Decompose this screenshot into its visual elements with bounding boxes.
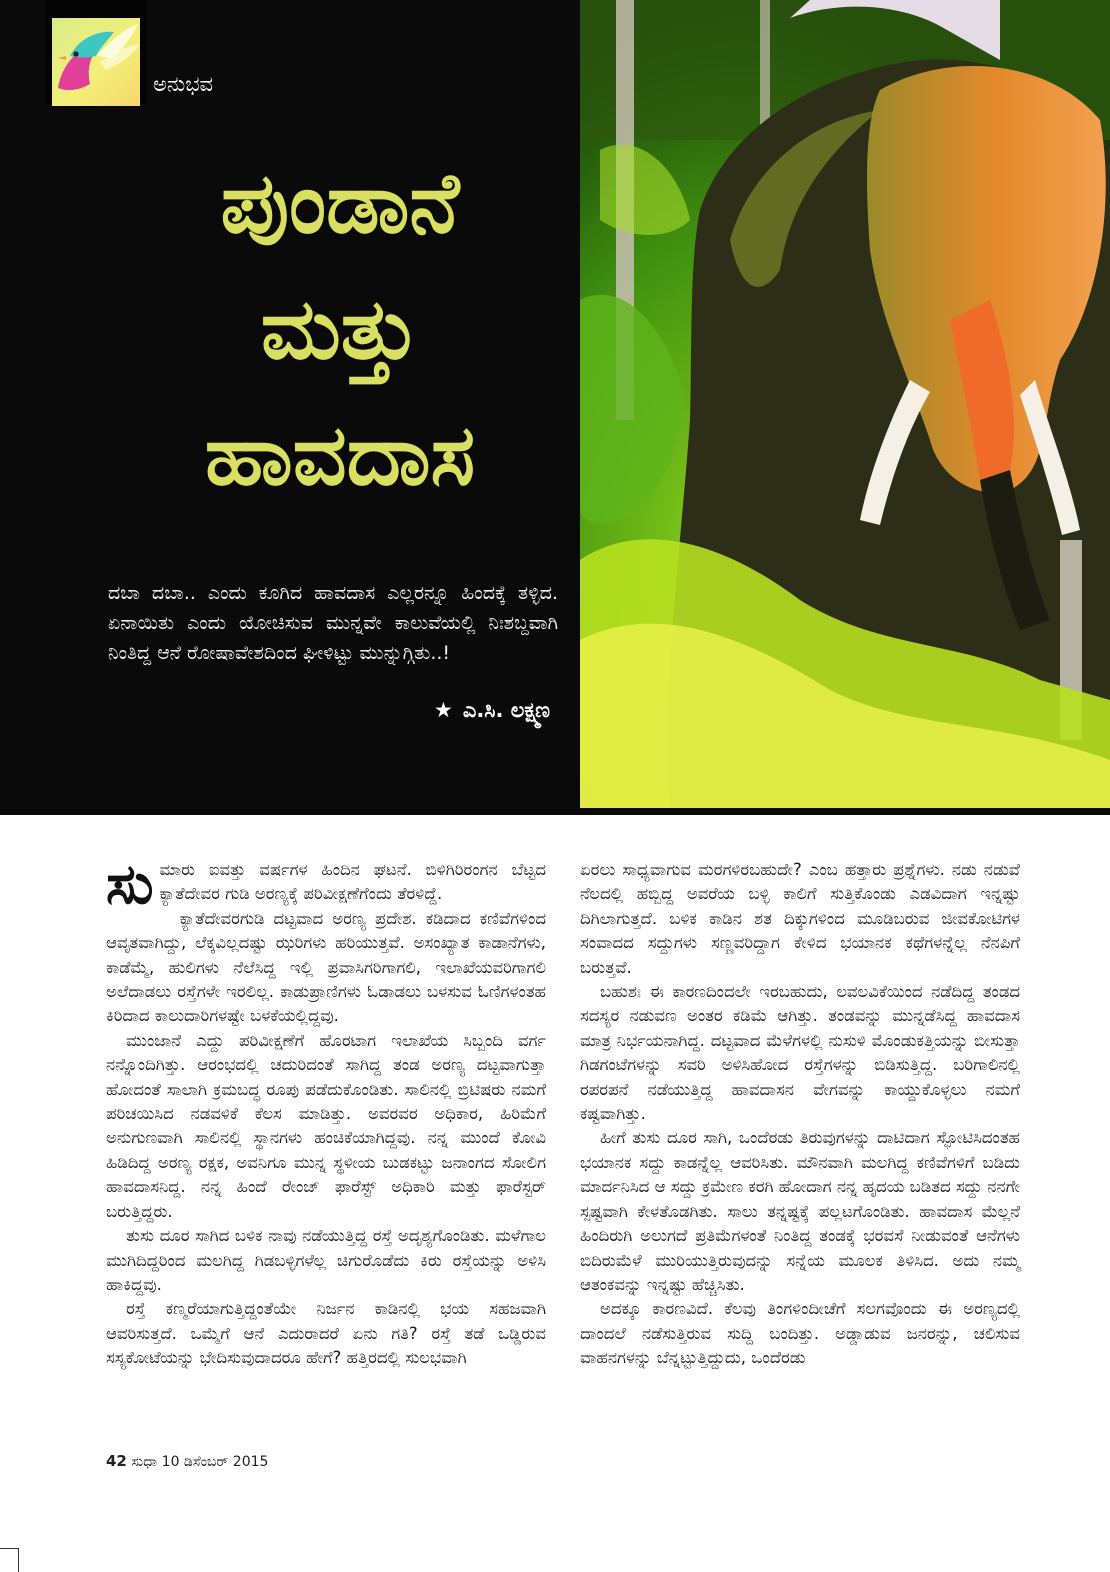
article-title — [70, 140, 610, 518]
page-number: 42 — [106, 1452, 127, 1470]
page-footer — [106, 1452, 268, 1470]
paragraph: ಅದಕ್ಕೂ ಕಾರಣವಿದೆ. ಕೆಲವು ತಿಂಗಳಿಂದೀಚೆಗೆ ಸಲಗವೊಂದು ಈ ಅರಣ್ಯದಲ್ಲಿ ದಾಂದಲೆ ನಡೆಸುತ್ತಿರುವ ಸುದ್ದಿ ಬಂದಿತ್ತು. ಅಡ್ಡಾಡುವ ಜನರನ್ನು, ಚಲಿಸುವ ವಾಹನಗಳನ್ನು ಬೆನ್ನಟ್ಟುತ್ತಿದ್ದುದು, ಒಂದೆರಡು — [580, 1299, 1020, 1368]
section-label: ಅನುಭವ — [153, 72, 214, 96]
paragraph: ಬಹುಶಃ ಈ ಕಾರಣದಿಂದಲೇ ಇರಬಹುದು, ಲವಲವಿಕೆಯಿಂದ ನಡೆದಿದ್ದ ತಂಡದ ಸದಸ್ಯರ ನಡುವಣ ಅಂತರ ಕಡಿಮೆ ಆಗಿತ್ತು. ತಂಡವನ್ನು ಮುನ್ನಡೆಸಿದ್ದ ಹಾವದಾಸ ಮಾತ್ರ ನಿರ್ಭಯನಾಗಿದ್ದ. ದಟ್ಟವಾದ ಮೆಳೆಗಳಲ್ಲಿ ನುಸುಳಿ ಮೊಂಡುಕತ್ತಿಯನ್ನು ಬೀಸುತ್ತಾ ಗಿಡಗಂಟೆಗಳನ್ನು ಸವರಿ ಅಳಿಸಿಹೋದ ರಸ್ತೆಗಳನ್ನು ಬಿಡಿಸುತ್ತಿದ್ದ. ಬರಿಗಾಲಿನಲ್ಲಿ ರಪರಪನೆ ನಡೆಯುತ್ತಿದ್ದ ಹಾವದಾಸನ ವೇಗವನ್ನು ಕಾಯ್ದುಕೊಳ್ಳಲು ನಮಗೆ ಕಷ್ಟವಾಗಿತ್ತು. — [580, 982, 1020, 1124]
paragraph: ರಸ್ತೆ ಕಣ್ಮರೆಯಾಗುತ್ತಿದ್ದಂತೆಯೇ ನಿರ್ಜನ ಕಾಡಿನಲ್ಲಿ ಭಯ ಸಹಜವಾಗಿ ಆವರಿಸುತ್ತದೆ. ಒಮ್ಮೆಗೆ ಆನೆ ಎದುರಾದರೆ ಏನು ಗತಿ? ರಸ್ತೆ ತಡೆ ಒಡ್ಡಿರುವ ಸಸ್ಯಕೋಟೆಯನ್ನು ಭೇದಿಸುವುದಾದರೂ ಹೇಗೆ? ಹತ್ತಿರದಲ್ಲಿ ಸುಲಭವಾಗಿ — [106, 1299, 546, 1368]
author-name: ಎ.ಸಿ. ಲಕ್ಷ್ಮಣ — [462, 698, 550, 722]
right-column — [580, 858, 1020, 1371]
paragraph: ಹೀಗೆ ತುಸು ದೂರ ಸಾಗಿ, ಒಂದೆರಡು ತಿರುವುಗಳನ್ನು ದಾಟಿದಾಗ ಸ್ಫೋಟಿಸಿದಂತಹ ಭಯಾನಕ ಸದ್ದು ಕಾಡನ್ನೆಲ್ಲ ಆವರಿಸಿತು. ಮೌನವಾಗಿ ಮಲಗಿದ್ದ ಕಣಿವೆಗಳಿಗೆ ಬಡಿದು ಮಾರ್ದನಿಸಿದ ಆ ಸದ್ದು ಕ್ರಮೇಣ ಕರಗಿ ಹೋದಾಗ ನನ್ನ ಹೃದಯ ಬಡಿತದ ಸದ್ದು ನನಗೇ ಸ್ಪಷ್ಟವಾಗಿ ಕೇಳತೊಡಗಿತು. ಸಾಲು ತನ್ನಷ್ಟಕ್ಕೆ ಪಲ್ಲಟಗೊಂಡಿತು. ಹಾವದಾಸ ಮೆಲ್ಲನೆ ಹಿಂದಿರುಗಿ ಅಲುಗದೆ ಪ್ರತಿಮೆಗಳಂತೆ ನಿಂತಿದ್ದ ತಂಡಕ್ಕೆ ಭರವಸೆ ನೀಡುವಂತೆ ಆನೆಗಳು ಬಿದಿರುಮೆಳೆ ಮುರಿಯುತ್ತಿರುವುದನ್ನು ಸನ್ನೆಯ ಮೂಲಕ ತಿಳಿಸಿದ. ಅದು ನಮ್ಮ ಆತಂಕವನ್ನು ಇನ್ನಷ್ಟು ಹೆಚ್ಚಿಸಿತು. — [580, 1128, 1020, 1294]
paragraph: ತುಸು ದೂರ ಸಾಗಿದ ಬಳಿಕ ನಾವು ನಡೆಯುತ್ತಿದ್ದ ರಸ್ತೆ ಅದೃಶ್ಯಗೊಂಡಿತು. ಮಳೆಗಾಲ ಮುಗಿದಿದ್ದರಿಂದ ಮಲಗಿದ್ದ ಗಿಡಬಳ್ಳಿಗಳೆಲ್ಲ ಚಿಗುರೊಡೆದು ಕಿರು ರಸ್ತೆಯನ್ನು ಅಳಿಸಿ ಹಾಕಿದ್ದವು. — [106, 1226, 546, 1294]
title-line: ಮತ್ತು — [260, 280, 420, 378]
section-logo — [46, 0, 146, 108]
paragraph-text: ಮಾರು ಐವತ್ತು ವರ್ಷಗಳ ಹಿಂದಿನ ಘಟನೆ. ಬಿಳಿಗಿರಿರಂಗನ ಬೆಟ್ಟದ ಕ್ಯಾತೆದೇವರ ಗುಡಿ ಅರಣ್ಯಕ್ಕೆ ಪರಿವೀಕ್ಷಣೆಗೆಂದು ತೆರಳಿದ್ದೆ. — [159, 860, 546, 904]
left-column — [106, 852, 546, 1371]
bird-icon — [52, 18, 140, 106]
article-deck: ದಬಾ ದಬಾ.. ಎಂದು ಕೂಗಿದ ಹಾವದಾಸ ಎಲ್ಲರನ್ನೂ ಹಿಂದಕ್ಕೆ ತಳ್ಳಿದ. ಏನಾಯಿತು ಎಂದು ಯೋಚಿಸುವ ಮುನ್ನವೇ ಕಾಲುವೆಯಲ್ಲಿ ನಿಃಶಬ್ದವಾಗಿ ನಿಂತಿದ್ದ ಆನೆ ರೋಷಾವೇಶದಿಂದ ಘೀಳಿಟ್ಟು ಮುನ್ನುಗ್ಗಿತು..! — [108, 582, 558, 664]
paragraph: ಏರಲು ಸಾಧ್ಯವಾಗುವ ಮರಗಳಿರಬಹುದೇ? ಎಂಬ ಹತ್ತಾರು ಪ್ರಶ್ನೆಗಳು. ನಡು ನಡುವೆ ನೆಲದಲ್ಲಿ ಹಬ್ಬಿದ್ದ ಅವರೆಯ ಬಳ್ಳಿ ಕಾಲಿಗೆ ಸುತ್ತಿಕೊಂಡು ಎಡವಿದಾಗ ಇನ್ನಷ್ಟು ದಿಗಿಲಾಗುತ್ತದೆ. ಬಳಿಕ ಕಾಡಿನ ಶತ ದಿಕ್ಕುಗಳಿಂದ ಮೂಡಿಬರುವ ಜೀವಕೋಟಿಗಳ ಸಂವಾದದ ಸದ್ದುಗಳು ಸಣ್ಣವರಿದ್ದಾಗ ಕೇಳಿದ ಭಯಾನಕ ಕಥೆಗಳನ್ನೆಲ್ಲ ನೆನಪಿಗೆ ಬರುತ್ತವೆ. — [580, 860, 1020, 977]
dropcap: ಸು — [106, 852, 154, 917]
title-line: ಪುಂಡಾನೆ — [220, 154, 460, 252]
crop-mark — [0, 1548, 19, 1572]
byline — [300, 698, 550, 723]
paragraph — [106, 852, 546, 917]
magazine-name: ಸುಧಾ — [131, 1454, 158, 1470]
star-icon: ★ — [434, 698, 453, 722]
issue-date: 10 ಡಿಸೆಂಬರ್ 2015 — [161, 1454, 269, 1470]
paragraph: ಮುಂಜಾನೆ ಎದ್ದು ಪರಿವೀಕ್ಷಣೆಗೆ ಹೊರಟಾಗ ಇಲಾಖೆಯ ಸಿಬ್ಬಂದಿ ವರ್ಗ ನನ್ನೊಂದಿಗಿತ್ತು. ಆರಂಭದಲ್ಲಿ ಚದುರಿದಂತೆ ಸಾಗಿದ್ದ ತಂಡ ಅರಣ್ಯ ದಟ್ಟವಾಗುತ್ತಾ ಹೋದಂತೆ ಸಾಲಾಗಿ ಕ್ರಮಬದ್ಧ ರೂಪು ಪಡೆದುಕೊಂಡಿತು. ಸಾಲಿನಲ್ಲಿ ಬ್ರಿಟಿಷರು ನಮಗೆ ಪರಿಚಯಿಸಿದ ನಡವಳಿಕೆ ಕೆಲಸ ಮಾಡಿತ್ತು. ಅವರವರ ಅಧಿಕಾರ, ಹಿರಿಮೆಗೆ ಅನುಗುಣವಾಗಿ ಸಾಲಿನಲ್ಲಿ ಸ್ಥಾನಗಳು ಹಂಚಿಕೆಯಾಗಿದ್ದವು. ನನ್ನ ಮುಂದೆ ಕೋವಿ ಹಿಡಿದಿದ್ದ ಅರಣ್ಯ ರಕ್ಷಕ, ಅವನಿಗೂ ಮುನ್ನ ಸ್ಥಳೀಯ ಬುಡಕಟ್ಟು ಜನಾಂಗದ ಸೋಲಿಗ ಹಾವದಾಸನಿದ್ದ. ನನ್ನ ಹಿಂದೆ ರೇಂಜ್ ಫಾರೆಸ್ಟ್ ಅಧಿಕಾರಿ ಮತ್ತು ಫಾರೆಸ್ಟರ್ ಬರುತ್ತಿದ್ದರು. — [106, 1030, 546, 1221]
elephant-forest-illustration — [580, 0, 1110, 808]
paragraph: ಕ್ಯಾತೆದೇವರಗುಡಿ ದಟ್ಟವಾದ ಅರಣ್ಯ ಪ್ರದೇಶ. ಕಡಿದಾದ ಕಣಿವೆಗಳಿಂದ ಆವೃತವಾಗಿದ್ದು, ಲೆಕ್ಕವಿಲ್ಲದಷ್ಟು ಝರಿಗಳು ಹರಿಯುತ್ತವೆ. ಅಸಂಖ್ಯಾತ ಕಾಡಾನೆಗಳು, ಕಾಡೆಮ್ಮೆ, ಹುಲಿಗಳು ನೆಲೆಸಿದ್ದ ಇಲ್ಲಿ ಪ್ರವಾಸಿಗರಿಗಾಗಲಿ, ಇಲಾಖೆಯವರಿಗಾಗಲಿ ಅಲೆದಾಡಲು ರಸ್ತೆಗಳೇ ಇರಲಿಲ್ಲ. ಕಾಡುಪ್ರಾಣಿಗಳು ಓಡಾಡಲು ಬಳಸುವ ಓಣಿಗಳಂತಹ ಕಿರಿದಾದ ಕಾಲುದಾರಿಗಳಷ್ಟೇ ಬಳಕೆಯಲ್ಲಿದ್ದವು. — [106, 908, 546, 1026]
title-line: ಹಾವದಾಸ — [204, 406, 476, 504]
